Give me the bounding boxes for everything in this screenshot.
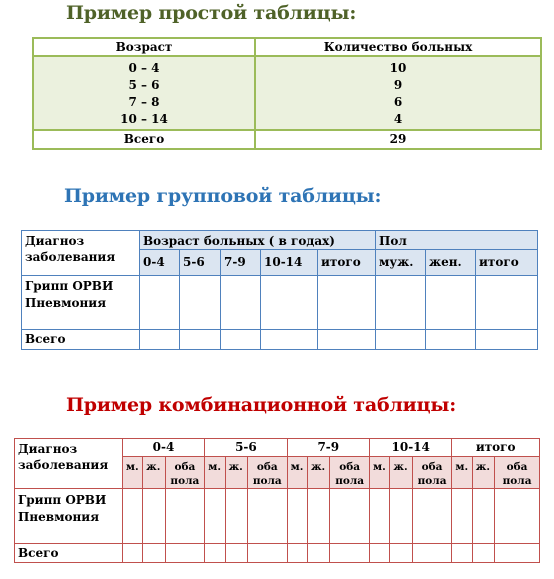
total-label: Всего — [22, 330, 140, 350]
combo-table-title: Пример комбинационной таблицы: — [66, 394, 457, 416]
data-cell — [225, 544, 247, 563]
data-cell — [221, 330, 261, 350]
count-row: 6 — [393, 95, 403, 109]
group-header: 10-14 — [370, 439, 452, 457]
count-row: 9 — [393, 78, 403, 92]
data-cell — [476, 276, 538, 330]
sub-col-male: м. — [205, 457, 225, 489]
data-cell — [165, 544, 205, 563]
age-row: 0 – 4 — [128, 61, 160, 75]
data-cell — [495, 489, 540, 544]
sub-col-female: ж. — [307, 457, 329, 489]
data-cell — [426, 276, 476, 330]
sub-col-both: оба пола — [495, 457, 540, 489]
data-cell — [376, 276, 426, 330]
age-row: 10 – 14 — [120, 112, 168, 126]
age-group-header: Возраст больных ( в годах) — [140, 231, 376, 250]
combo-table — [14, 438, 540, 563]
diagnosis-header: Диагноз заболевания — [22, 231, 140, 276]
data-cell — [412, 544, 452, 563]
group-table-title: Пример групповой таблицы: — [64, 185, 382, 207]
simple-table — [32, 37, 542, 150]
group-table — [21, 230, 538, 350]
data-cell — [221, 276, 261, 330]
group-header: итого — [452, 439, 540, 457]
age-row: 7 – 8 — [128, 95, 160, 109]
sub-col-both: оба пола — [412, 457, 452, 489]
data-cell — [330, 544, 370, 563]
data-cell — [452, 544, 472, 563]
data-cell — [376, 330, 426, 350]
data-cell — [370, 544, 390, 563]
total-value: 29 — [255, 130, 541, 149]
diseases-cell: Грипп ОРВИ Пневмония — [22, 276, 140, 330]
data-cell — [476, 330, 538, 350]
sex-col: муж. — [376, 250, 426, 276]
count-row: 4 — [393, 112, 403, 126]
age-col: 7-9 — [221, 250, 261, 276]
sub-col-female: ж. — [143, 457, 165, 489]
data-cell — [140, 330, 180, 350]
data-cell — [495, 544, 540, 563]
data-cell — [261, 276, 318, 330]
total-label: Всего — [33, 130, 255, 149]
data-cell — [180, 276, 221, 330]
data-cell — [261, 330, 318, 350]
sex-col: итого — [476, 250, 538, 276]
data-cell — [247, 489, 287, 544]
group-header: 7-9 — [287, 439, 369, 457]
age-values — [33, 56, 255, 130]
age-col: 0-4 — [140, 250, 180, 276]
data-cell — [143, 544, 165, 563]
total-label: Всего — [15, 544, 123, 563]
data-cell — [165, 489, 205, 544]
sub-col-female: ж. — [472, 457, 494, 489]
header-count: Количество больных — [255, 38, 541, 56]
data-cell — [287, 489, 307, 544]
data-cell — [472, 544, 494, 563]
sub-col-male: м. — [370, 457, 390, 489]
count-values — [255, 56, 541, 130]
sub-col-female: ж. — [225, 457, 247, 489]
data-cell — [287, 544, 307, 563]
data-cell — [390, 489, 412, 544]
data-cell — [472, 489, 494, 544]
data-cell — [143, 489, 165, 544]
count-row: 10 — [389, 61, 407, 75]
data-cell — [247, 544, 287, 563]
header-age: Возраст — [33, 38, 255, 56]
sub-col-both: оба пола — [165, 457, 205, 489]
data-cell — [330, 489, 370, 544]
data-cell — [390, 544, 412, 563]
data-cell — [307, 544, 329, 563]
data-cell — [180, 330, 221, 350]
data-cell — [370, 489, 390, 544]
sub-col-both: оба пола — [247, 457, 287, 489]
sub-col-female: ж. — [390, 457, 412, 489]
age-col: итого — [318, 250, 376, 276]
sub-col-male: м. — [452, 457, 472, 489]
sex-header: Пол — [376, 231, 538, 250]
data-cell — [426, 330, 476, 350]
sub-col-male: м. — [287, 457, 307, 489]
data-cell — [307, 489, 329, 544]
diagnosis-header: Диагноз заболевания — [15, 439, 123, 489]
data-cell — [225, 489, 247, 544]
data-cell — [318, 276, 376, 330]
data-cell — [318, 330, 376, 350]
data-cell — [140, 276, 180, 330]
group-header: 5-6 — [205, 439, 287, 457]
age-col: 10-14 — [261, 250, 318, 276]
data-cell — [452, 489, 472, 544]
diseases-cell: Грипп ОРВИ Пневмония — [15, 489, 123, 544]
data-cell — [205, 489, 225, 544]
data-cell — [412, 489, 452, 544]
age-row: 5 – 6 — [128, 78, 160, 92]
data-cell — [122, 489, 142, 544]
data-cell — [122, 544, 142, 563]
data-cell — [205, 544, 225, 563]
simple-table-title: Пример простой таблицы: — [66, 2, 357, 24]
group-header: 0-4 — [122, 439, 204, 457]
age-col: 5-6 — [180, 250, 221, 276]
sub-col-both: оба пола — [330, 457, 370, 489]
sub-col-male: м. — [122, 457, 142, 489]
sex-col: жен. — [426, 250, 476, 276]
